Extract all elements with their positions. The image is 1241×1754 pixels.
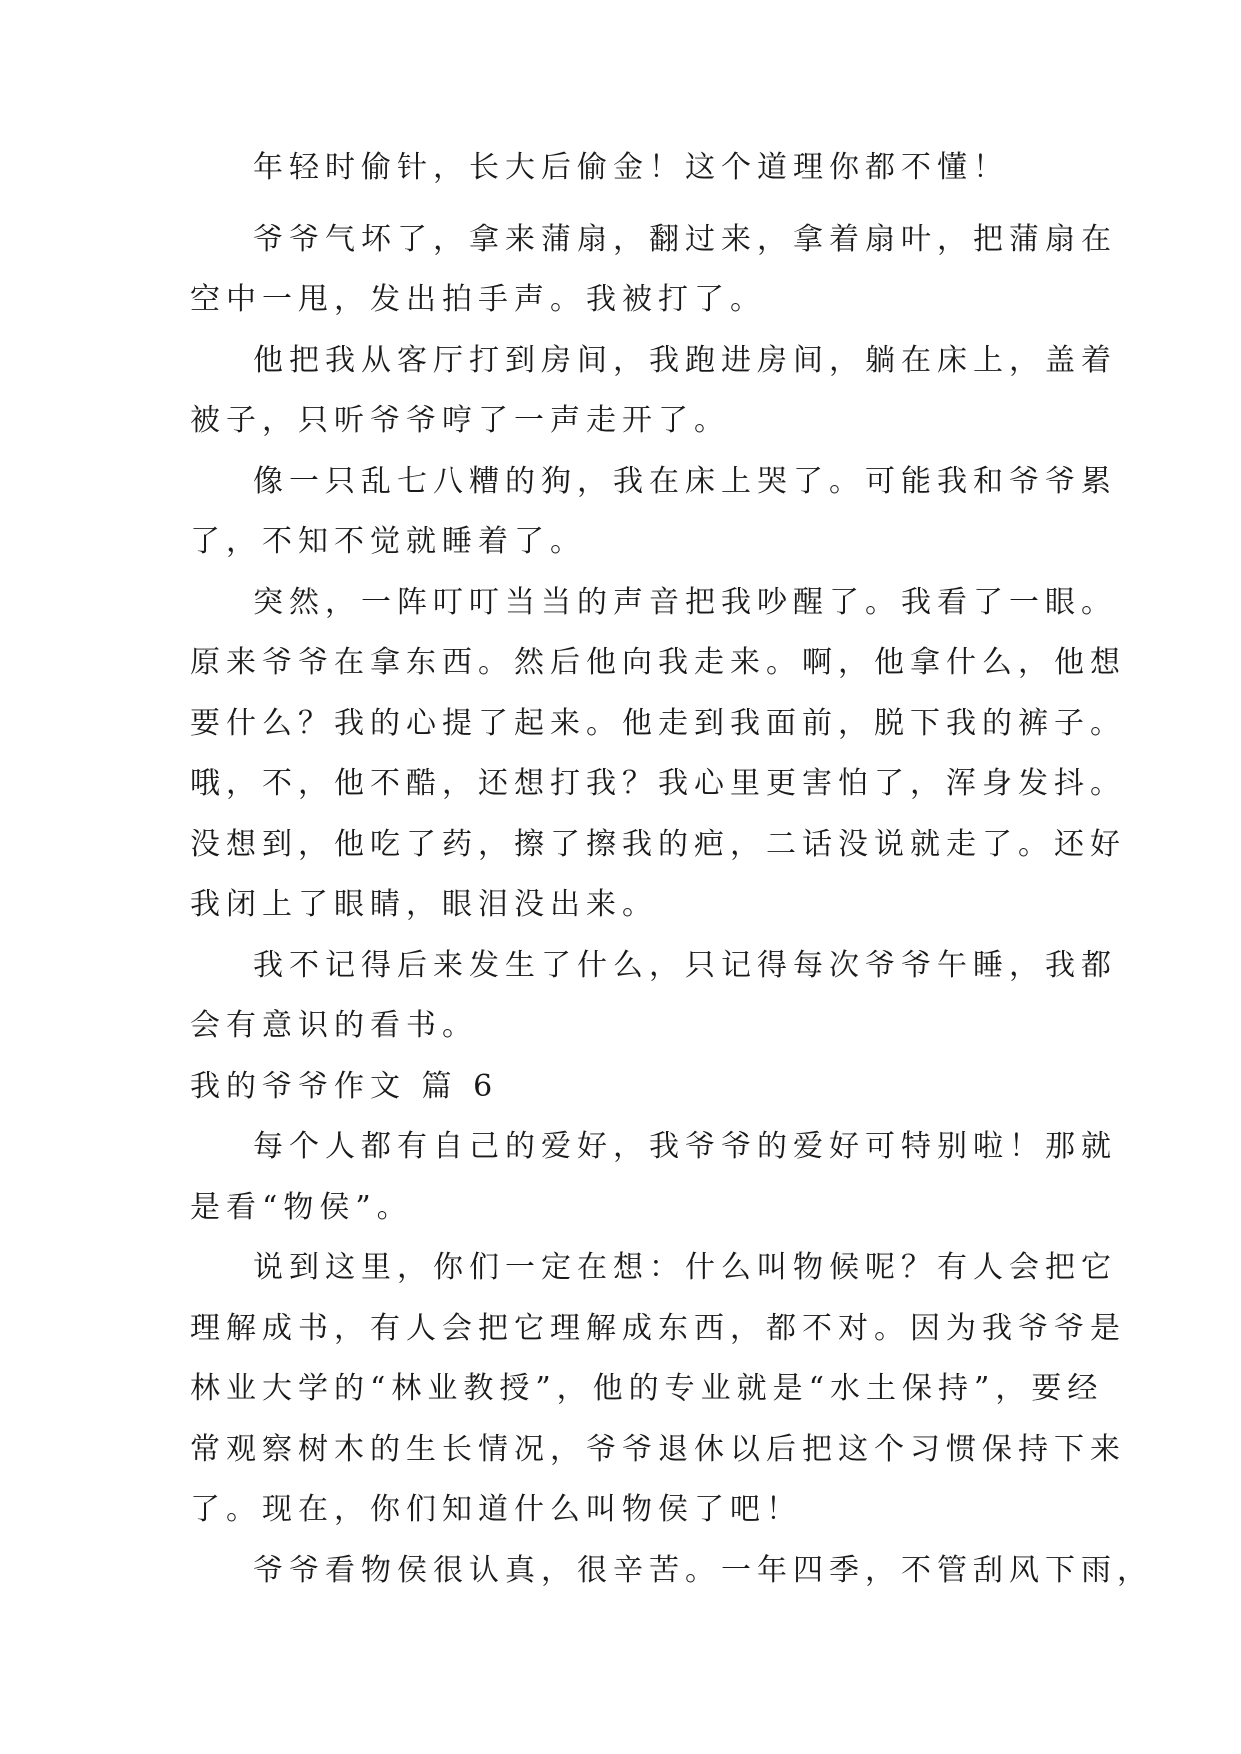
paragraph-line: 爷爷看物侯很认真，很辛苦。一年四季，不管刮风下雨， [253,1553,1153,1588]
paragraph-line: 被子，只听爷爷哼了一声走开了。 [190,403,730,438]
paragraph-line: 没想到，他吃了药，擦了擦我的疤，二话没说就走了。还好 [190,827,1126,862]
paragraph-line: 每个人都有自己的爱好，我爷爷的爱好可特别啦！那就 [253,1129,1117,1164]
paragraph-line: 理解成书，有人会把它理解成东西，都不对。因为我爷爷是 [190,1311,1126,1346]
paragraph-line: 会有意识的看书。 [190,1008,478,1043]
paragraph-line: 年轻时偷针，长大后偷金！这个道理你都不懂！ [253,150,1009,185]
paragraph-line: 了。现在，你们知道什么叫物侯了吧！ [190,1492,802,1527]
paragraph-line: 是看“物侯”。 [190,1190,413,1225]
paragraph-line: 爷爷气坏了，拿来蒲扇，翻过来，拿着扇叶，把蒲扇在 [253,222,1117,257]
paragraph-line: 他把我从客厅打到房间，我跑进房间，躺在床上，盖着 [253,343,1117,378]
paragraph-line: 空中一甩，发出拍手声。我被打了。 [190,282,766,317]
paragraph-line: 了，不知不觉就睡着了。 [190,524,586,559]
paragraph-line: 要什么？我的心提了起来。他走到我面前，脱下我的裤子。 [190,706,1126,741]
paragraph-line: 林业大学的“林业教授”，他的专业就是“水土保持”，要经 [190,1371,1104,1406]
paragraph-line: 我闭上了眼睛，眼泪没出来。 [190,887,658,922]
paragraph-line: 原来爷爷在拿东西。然后他向我走来。啊，他拿什么，他想 [190,645,1126,680]
paragraph-line: 像一只乱七八糟的狗，我在床上哭了。可能我和爷爷累 [253,464,1117,499]
paragraph-line: 我不记得后来发生了什么，只记得每次爷爷午睡，我都 [253,948,1117,983]
paragraph-line: 突然，一阵叮叮当当的声音把我吵醒了。我看了一眼。 [253,585,1117,620]
paragraph-line: 常观察树木的生长情况，爷爷退休以后把这个习惯保持下来 [190,1432,1126,1467]
section-heading: 我的爷爷作文 篇 6 [190,1069,499,1104]
paragraph-line: 说到这里，你们一定在想：什么叫物候呢？有人会把它 [253,1250,1117,1285]
paragraph-line: 哦，不，他不酷，还想打我？我心里更害怕了，浑身发抖。 [190,766,1126,801]
